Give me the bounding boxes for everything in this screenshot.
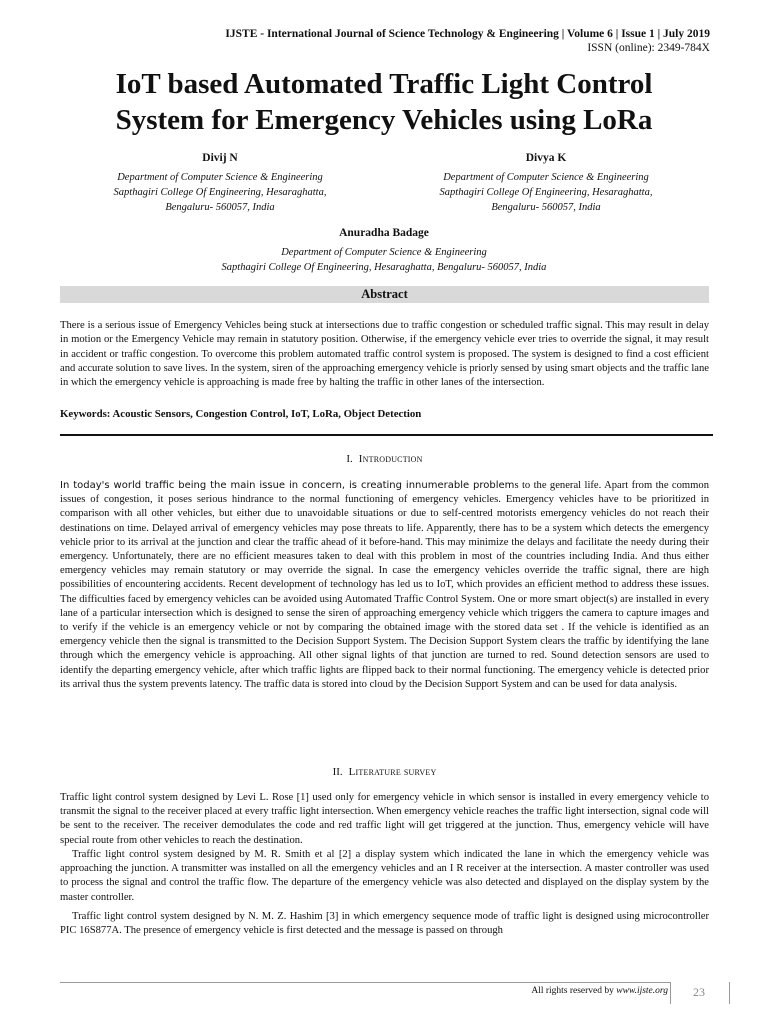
section-number: II.: [332, 766, 343, 778]
literature-paragraph: Traffic light control system designed by Levi L. Rose [1] used only for emergency vehicle in which sensor is installed in every emergency vehicle to transmit the signal to the receiver placed at every traffic light intersection. When emergency vehicle reaches the traffic light intersection, signal code will be sent to the receiver. The receiver demodulates the code and red traffic light will get triggered at the junction. Thus, emergency vehicle will have special route from other vehicles to reach the destination.: [60, 792, 709, 846]
author-college: Sapthagiri College Of Engineering, Hesaraghatta,: [439, 187, 653, 198]
introduction-paragraph: [60, 479, 709, 692]
keywords: Keywords: Acoustic Sensors, Congestion Control, IoT, LoRa, Object Detection: [60, 408, 422, 420]
author-block: [60, 226, 708, 275]
section-title: Literature survey: [348, 766, 437, 778]
author-department: Department of Computer Science & Engineering: [117, 172, 323, 183]
abstract-heading: Abstract: [60, 286, 709, 303]
author-college: Sapthagiri College Of Engineering, Hesaraghatta,: [113, 187, 327, 198]
paper-title-line-2: System for Emergency Vehicles using LoRa: [115, 104, 653, 136]
section-heading-literature-survey: [60, 765, 709, 779]
footer-rule: [60, 982, 670, 983]
literature-paragraph: Traffic light control system designed by M. R. Smith et al [2] a display system which indicated the lane in which the emergency vehicle was approaching the junction. A transmitter was installed on all the emergency vehicles and an I R receiver at the intersection. A master controller was used to process the signal and control the traffic flow. The departure of the emergency vehicle was also detected and displayed on the display system by the master controller.: [60, 849, 709, 903]
page-number: 23: [693, 985, 705, 999]
footer-rights: All rights reserved by: [531, 986, 617, 996]
section-number: I.: [346, 453, 353, 465]
author-department: Department of Computer Science & Engineering: [443, 172, 649, 183]
section-title: Introduction: [358, 453, 423, 465]
footer-link[interactable]: www.ijste.org: [616, 986, 668, 996]
journal-citation: IJSTE - International Journal of Science Technology & Engineering | Volume 6 | Issue 1 | July 2019: [225, 28, 710, 40]
section-heading-introduction: [60, 452, 709, 466]
author-name: Divya K: [525, 152, 567, 164]
paper-title: [40, 66, 728, 138]
journal-header: [90, 27, 710, 55]
footer-credit: [360, 985, 668, 997]
author-city: Bengaluru- 560057, India: [165, 202, 275, 213]
author-city: Bengaluru- 560057, India: [491, 202, 601, 213]
abstract-text: There is a serious issue of Emergency Vehicles being stuck at intersections due to traffic congestion or scheduled traffic signal. This may result in delay in motion or the Emergency Vehicle may remain in statutory position. Otherwise, if the emergency vehicle ever tries to override the signal, it may result in accident or traffic congestion. To overcome this problem automated traffic control system is proposed. The system is designed to find a cost efficient and accurate solution to save lives. In the system, siren of the approaching emergency vehicle is priorly sensed by using smart objects and the traffic lane in which the emergency vehicle is approaching is made free by halting the traffic in other lanes of the intersection.: [60, 320, 709, 389]
author-block: [55, 151, 385, 215]
author-block: [381, 151, 711, 215]
literature-paragraph: Traffic light control system designed by N. M. Z. Hashim [3] in which emergency sequence mode of traffic light is designed using microcontroller PIC 16S877A. The presence of emergency vehicle is first detected and the message is passed on through: [60, 911, 709, 937]
issn: ISSN (online): 2349-784X: [587, 42, 710, 54]
paper-title-line-1: IoT based Automated Traffic Light Control: [115, 68, 653, 100]
author-department: Department of Computer Science & Engineering: [281, 247, 487, 258]
introduction-lead-phrase: In today's world traffic being the main issue in concern, is creating innumerable problem: [60, 480, 515, 491]
author-name: Divij N: [202, 152, 238, 164]
author-name: Anuradha Badage: [339, 227, 429, 239]
author-affiliation: Sapthagiri College Of Engineering, Hesaraghatta, Bengaluru- 560057, India: [221, 262, 547, 273]
section-divider: [60, 434, 713, 436]
introduction-body: s to the general life. Apart from the common issues of congestion, it poses serious hindrance to the normal functioning of emergency vehicles. Emergency vehicles have to be prioritized in comparison with all other vehicles, but either due to unavoidable situations or due to self-centred motorists emergency vehicles do not reach their destinations on time. Delayed arrival of emergency vehicles may pose threats to life. Apparently, there has to be a system which detects the emergency vehicle prior to its arrival at the junction and clear the traffic ahead of it before-hand. This may minimize the delays and facilitate the needy during their emergency. Unfortunately, there are no efficient measures taken to deal with this problem in most of the countries including India. And thus either emergency vehicles may remain statutory or may override the signal. In case the emergency vehicles override the traffic signal, there are high possibilities of encountering accidents. Recent development of technology has led us to IoT, which provides an efficient method to address these issues. The difficulties faced by emergency vehicles can be avoided using Automated Traffic Control System. One or more smart object(s) are installed in every lane of a particular intersection which is designed to sense the siren of approaching emergency vehicle which triggers the camera to capture images and to verify if the vehicle is an emergency vehicle or not by comparing the obtained image with the stored data set . If the vehicle is identified as an emergency vehicle then the signal is transmitted to the Decision Support System. The Decision Support System clears the traffic by identifying the lane through which the emergency vehicle is approaching. All other signal lights of that junction are turned to red. Sound detection sensors are used to identify the departing emergency vehicle, after which traffic lights are flipped back to their normal functioning. The emergency vehicle is detected prior its arrival thus the system prevents latency. The traffic data is stored into cloud by the Decision Support System and can be used for data analysis.: [60, 480, 709, 690]
